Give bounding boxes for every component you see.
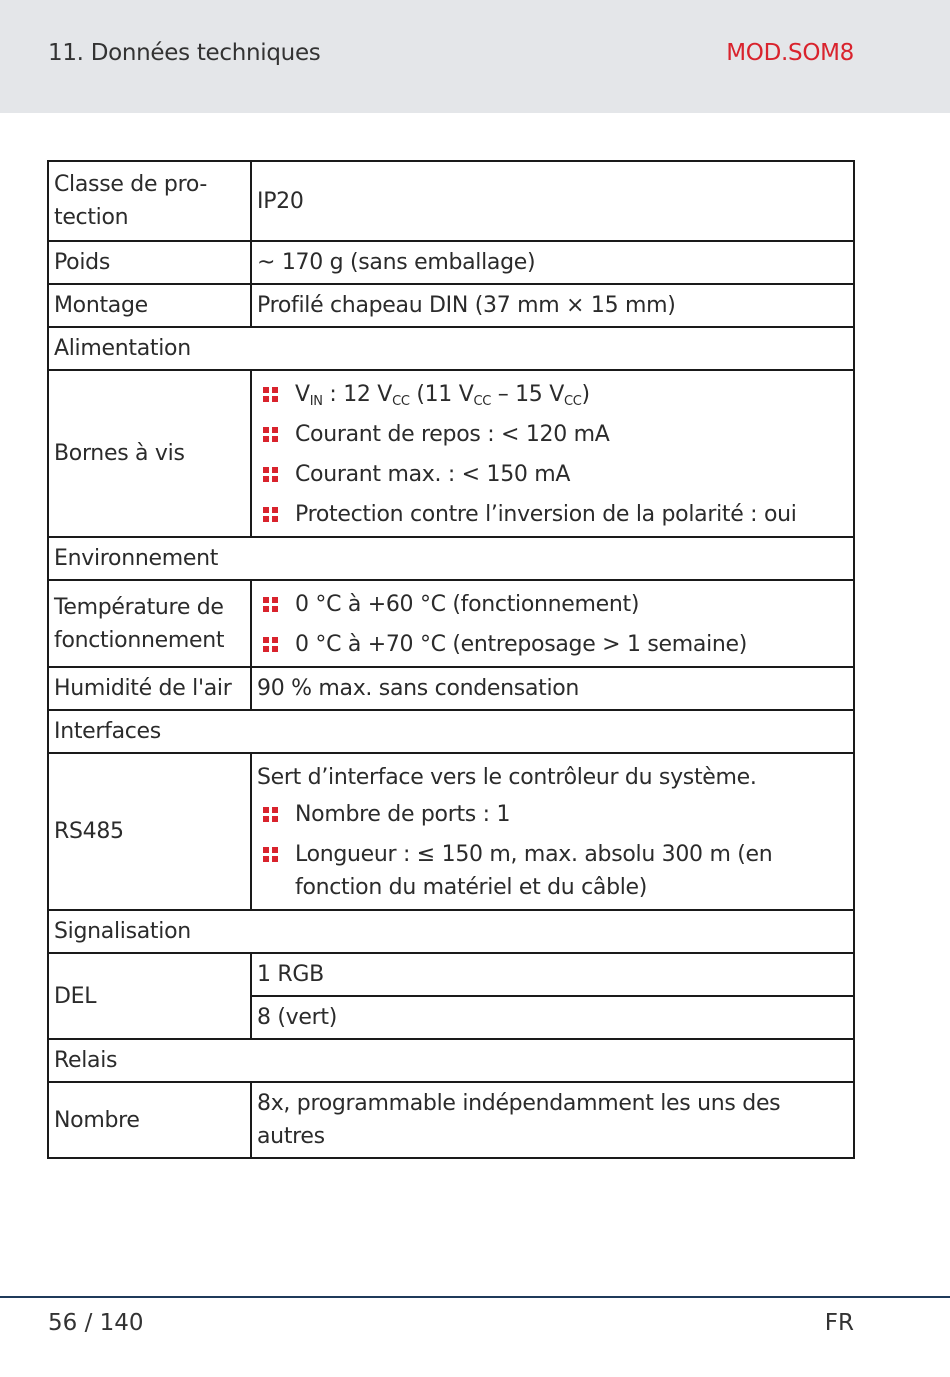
language-code: FR	[824, 1310, 854, 1336]
list-item: Courant max. : < 150 mA	[257, 458, 848, 491]
table-row	[48, 284, 854, 327]
row-value-nombre: 8x, programmable indépendamment les uns des autres	[251, 1082, 854, 1158]
row-label-del: DEL	[48, 953, 251, 1039]
section-relais: Relais	[48, 1039, 854, 1082]
bullet-icon	[263, 637, 278, 652]
row-label-rs485: RS485	[48, 753, 251, 910]
list-item: $V_{IN}$ : 12 $V_{CC}$ (11 $V_{CC} - 15$ $V_{CC}$)	[257, 378, 848, 411]
list-item: Nombre de ports : 1	[257, 798, 848, 831]
row-value-del-rgb: 1 RGB	[251, 953, 854, 996]
row-label-nombre: Nombre	[48, 1082, 251, 1158]
footer-divider	[0, 1296, 950, 1298]
technical-data-table	[47, 160, 855, 1159]
table-row	[48, 667, 854, 710]
list-item: 0 °C à +60 °C (fonctionnement)	[257, 588, 848, 621]
bullet-icon	[263, 847, 278, 862]
row-value-classe: IP20	[251, 161, 854, 241]
temperature-list	[257, 588, 848, 661]
product-name: MOD.SOM8	[726, 40, 854, 66]
row-label-classe: Classe de pro-tection	[48, 161, 251, 241]
table-row	[48, 161, 854, 241]
bullet-icon	[263, 597, 278, 612]
row-label-humidite: Humidité de l'air	[48, 667, 251, 710]
bornes-list	[257, 378, 848, 531]
section-row	[48, 910, 854, 953]
row-label-bornes: Bornes à vis	[48, 370, 251, 537]
bullet-icon	[263, 807, 278, 822]
list-item: 0 °C à +70 °C (entreposage > 1 semaine)	[257, 628, 848, 661]
row-value-rs485	[251, 753, 854, 910]
row-value-poids: ~ 170 g (sans emballage)	[251, 241, 854, 284]
page-header	[0, 0, 950, 113]
row-value-humidite: 90 % max. sans condensation	[251, 667, 854, 710]
section-row	[48, 710, 854, 753]
table-row	[48, 370, 854, 537]
section-environnement: Environnement	[48, 537, 854, 580]
table-row	[48, 1082, 854, 1158]
section-signalisation: Signalisation	[48, 910, 854, 953]
table-row	[48, 241, 854, 284]
rs485-list	[257, 798, 848, 904]
rs485-intro: Sert d’interface vers le contrôleur du système.	[257, 765, 757, 790]
row-label-poids: Poids	[48, 241, 251, 284]
section-alimentation: Alimentation	[48, 327, 854, 370]
list-item: Protection contre l’inversion de la polarité : oui	[257, 498, 848, 531]
table-row	[48, 953, 854, 996]
bullet-icon	[263, 427, 278, 442]
table-row	[48, 580, 854, 667]
section-row	[48, 327, 854, 370]
bullet-icon	[263, 467, 278, 482]
row-value-montage: Profilé chapeau DIN (37 mm × 15 mm)	[251, 284, 854, 327]
section-title: 11. Données techniques	[48, 40, 321, 66]
page-number: 56 / 140	[48, 1310, 144, 1336]
row-value-del-vert: 8 (vert)	[251, 996, 854, 1039]
row-label-temperature: Température de fonctionnement	[48, 580, 251, 667]
row-label-montage: Montage	[48, 284, 251, 327]
bullet-icon	[263, 387, 278, 402]
section-interfaces: Interfaces	[48, 710, 854, 753]
section-row	[48, 1039, 854, 1082]
section-row	[48, 537, 854, 580]
list-item: Courant de repos : < 120 mA	[257, 418, 848, 451]
row-value-bornes	[251, 370, 854, 537]
row-value-temperature	[251, 580, 854, 667]
bullet-icon	[263, 507, 278, 522]
table-row	[48, 753, 854, 910]
list-item: Longueur : ≤ 150 m, max. absolu 300 m (en fonction du matériel et du câble)	[257, 838, 848, 904]
